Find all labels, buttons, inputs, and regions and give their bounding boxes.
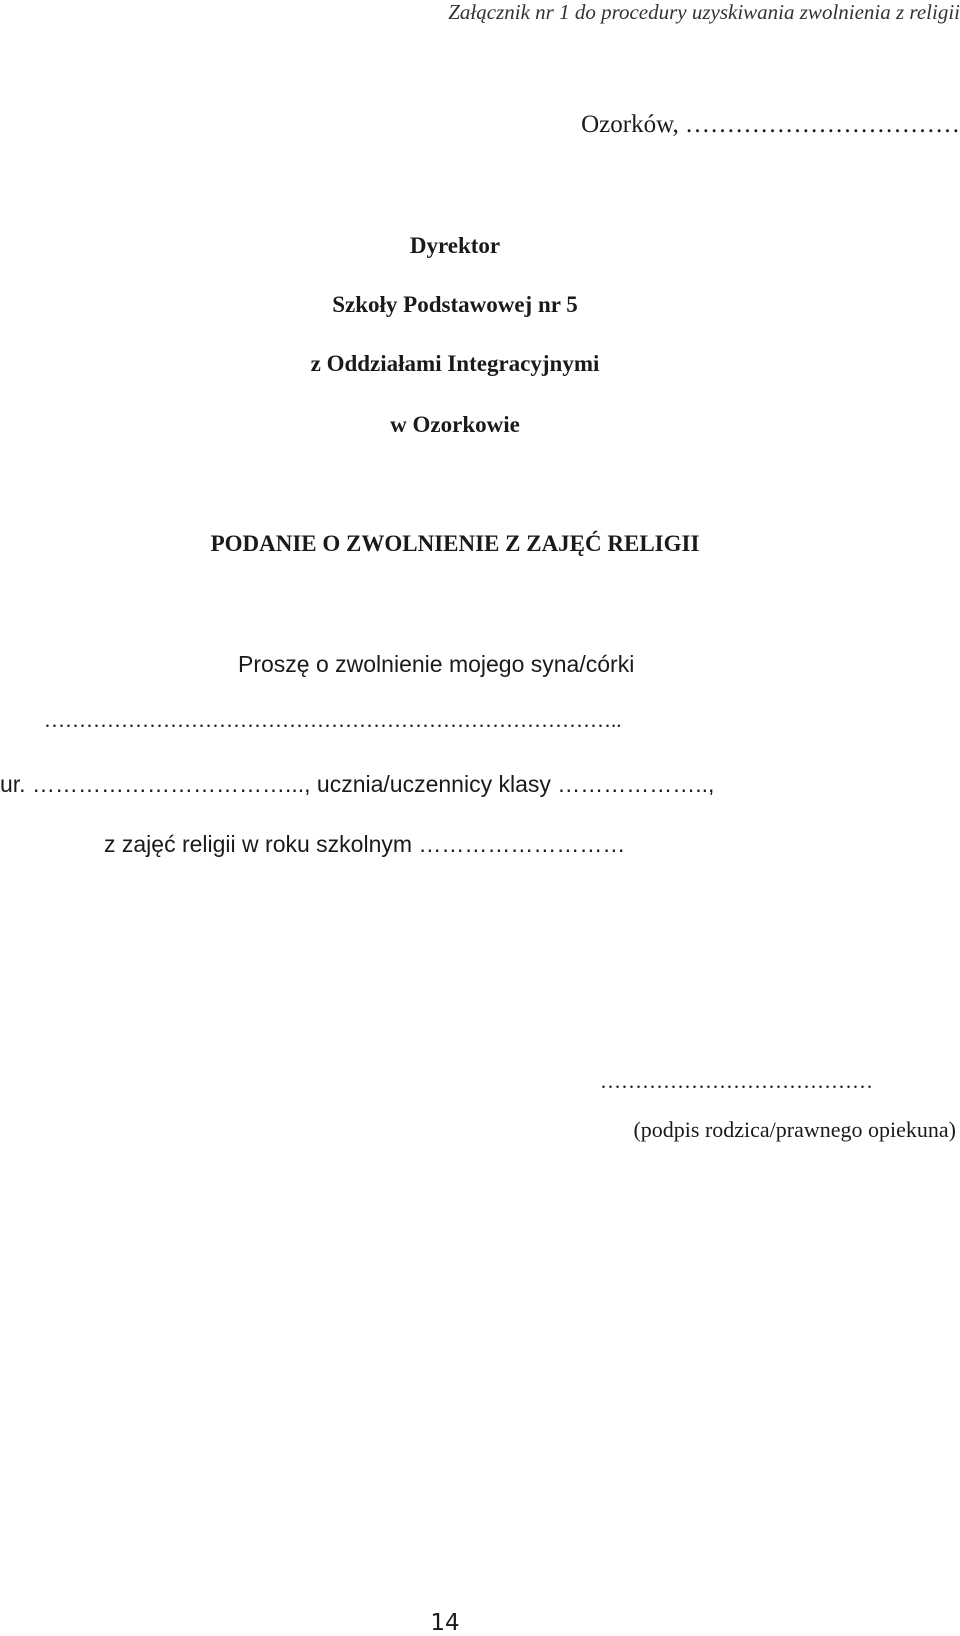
- signature-label: (podpis rodzica/prawnego opiekuna): [633, 1117, 956, 1142]
- school-year-line: z zajęć religii w roku szkolnym ………………………: [104, 831, 626, 857]
- page-number: 14: [430, 1610, 460, 1636]
- recipient-line-3: z Oddziałami Integracyjnymi: [310, 351, 600, 376]
- place-date-field: Ozorków, ……………………………: [581, 111, 960, 138]
- student-name-field: ………………………………………………………………………..: [44, 708, 622, 732]
- request-text: Proszę o zwolnienie mojego syna/córki: [238, 651, 635, 677]
- recipient-line-2: Szkoły Podstawowej nr 5: [332, 292, 578, 317]
- signature-field: …………………………………: [600, 1069, 873, 1093]
- birth-class-line: ur. ……………………………..., ucznia/uczennicy klasy ………………..,: [0, 771, 715, 797]
- document-title: PODANIE O ZWOLNIENIE Z ZAJĘĆ RELIGII: [210, 531, 700, 556]
- annex-note: Załącznik nr 1 do procedury uzyskiwania zwolnienia z religii: [448, 0, 960, 24]
- recipient-line-1: Dyrektor: [409, 233, 501, 258]
- recipient-line-4: w Ozorkowie: [390, 412, 520, 437]
